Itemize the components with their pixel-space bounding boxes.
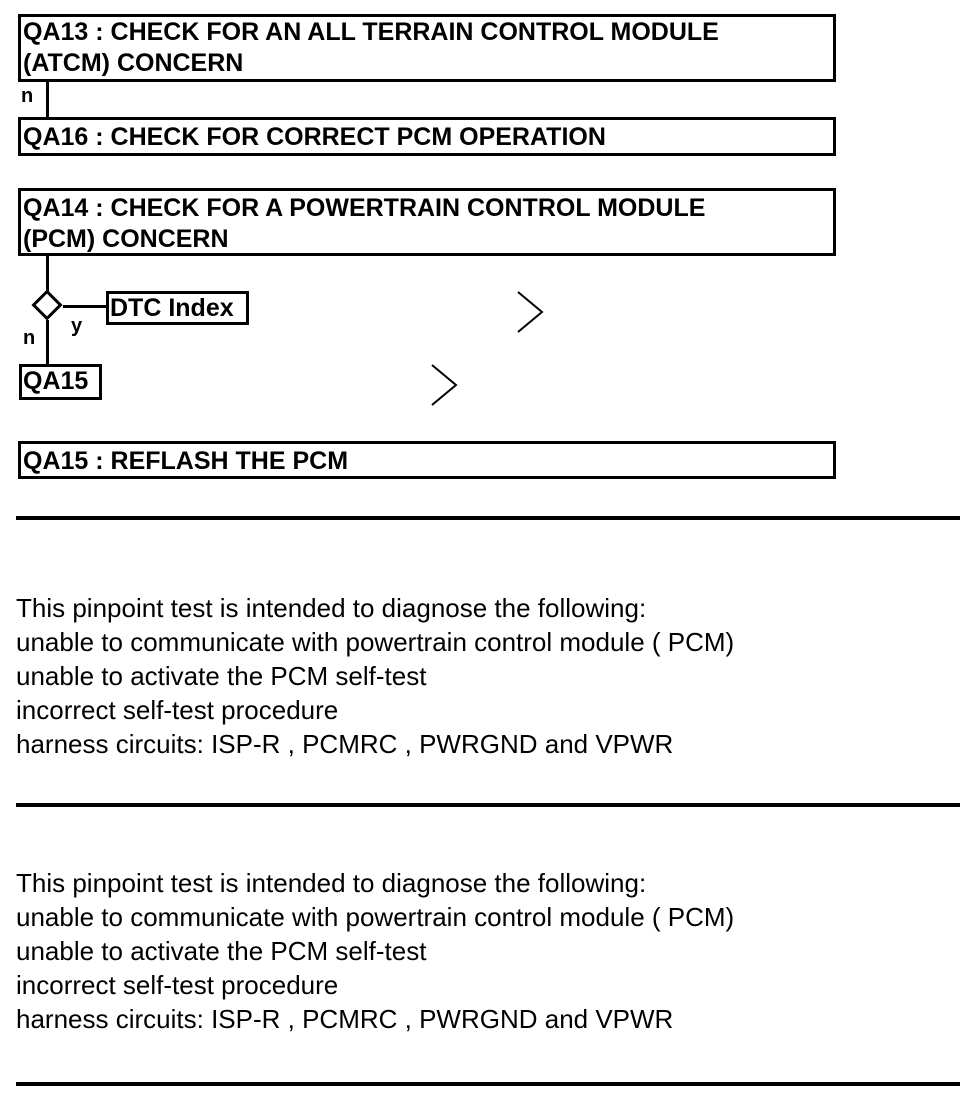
- description-item: harness circuits: ISP-R , PCMRC , PWRGND and VPWR: [16, 729, 674, 759]
- section-divider: [16, 803, 960, 807]
- step-title-qa14-line1: QA14 : CHECK FOR A POWERTRAIN CONTROL MODULE: [23, 194, 706, 222]
- description-item: unable to activate the PCM self-test: [16, 936, 427, 966]
- description-item: incorrect self-test procedure: [16, 695, 339, 725]
- description-item: harness circuits: ISP-R , PCMRC , PWRGND and VPWR: [16, 1004, 674, 1034]
- section-divider: [16, 516, 960, 520]
- description-intro: This pinpoint test is intended to diagnose the following:: [16, 868, 647, 898]
- chevron-right-icon[interactable]: [514, 290, 548, 334]
- step-title-qa15: QA15 : REFLASH THE PCM: [23, 447, 349, 475]
- flow-flag-no: n: [21, 85, 34, 107]
- step-box-qa15: [18, 441, 836, 479]
- description-item: unable to communicate with powertrain control module ( PCM): [16, 627, 735, 657]
- chevron-right-icon[interactable]: [428, 363, 462, 407]
- description-intro: This pinpoint test is intended to diagnose the following:: [16, 593, 647, 623]
- step-box-qa14: [18, 188, 836, 256]
- decision-yes-label: y: [71, 315, 83, 337]
- flow-connector-yes: [63, 305, 107, 308]
- step-title-qa14-line2: (PCM) CONCERN: [23, 225, 229, 253]
- qa15-link[interactable]: QA15: [19, 364, 102, 400]
- dtc-index-link[interactable]: DTC Index: [106, 291, 249, 325]
- flow-connector-no: [46, 320, 49, 364]
- description-item: unable to activate the PCM self-test: [16, 661, 427, 691]
- description-item: unable to communicate with powertrain control module ( PCM): [16, 902, 735, 932]
- decision-diamond: [31, 289, 62, 320]
- step-title-qa16: QA16 : CHECK FOR CORRECT PCM OPERATION: [23, 123, 606, 151]
- flow-connector-qa13-qa16: [46, 82, 49, 118]
- description-item: incorrect self-test procedure: [16, 970, 339, 1000]
- step-box-qa13: [18, 14, 836, 82]
- decision-no-label: n: [23, 327, 36, 349]
- step-title-qa13-line1: QA13 : CHECK FOR AN ALL TERRAIN CONTROL MODULE: [23, 18, 719, 46]
- description-block: [16, 591, 936, 761]
- section-divider: [16, 1082, 960, 1086]
- description-block: [16, 866, 936, 1036]
- step-title-qa13-line2: (ATCM) CONCERN: [23, 49, 244, 77]
- step-box-qa16: [18, 117, 836, 156]
